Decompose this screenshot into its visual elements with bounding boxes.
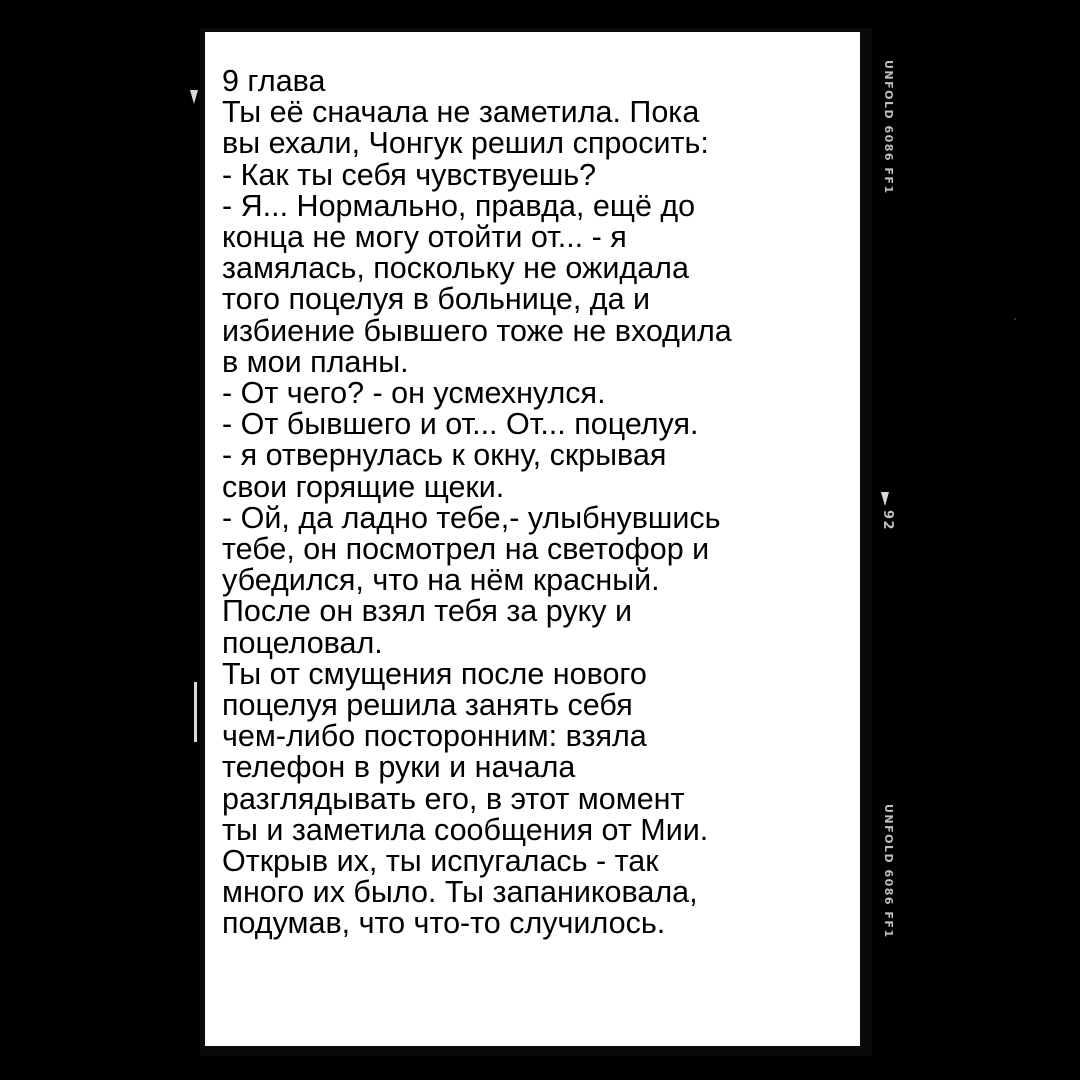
text-line: После он взял тебя за руку и <box>222 594 633 629</box>
text-line: 9 глава <box>222 64 326 98</box>
text-line: поцеловал. <box>222 625 383 660</box>
text-line: в мои планы. <box>222 344 409 379</box>
film-edge-label-bottom: UNFOLD 6086 FF1 <box>882 804 895 939</box>
text-line: - От бывшего и от... От... поцелуя. <box>222 407 699 442</box>
text-line: разглядывать его, в этот момент <box>222 781 685 816</box>
text-line: - Ой, да ладно тебе,- улыбнувшись <box>222 500 721 535</box>
text-line: телефон в руки и начала <box>222 750 576 785</box>
text-line: замялась, поскольку не ожидала <box>222 251 689 286</box>
text-line: много их было. Ты запаниковала, <box>222 875 698 910</box>
text-line: Открыв их, ты испугалась - так <box>222 844 659 879</box>
text-line: Ты от смущения после нового <box>222 656 647 691</box>
film-frame-number: 92 <box>880 510 895 532</box>
text-line: поцелуя решила занять себя <box>222 688 633 723</box>
frame-marker-arrow-icon <box>190 90 198 104</box>
text-line: тебе, он посмотрел на светофор и <box>222 532 710 567</box>
film-dust-speck <box>1014 318 1016 320</box>
text-line: избиение бывшего тоже не входила <box>222 313 732 348</box>
frame-marker-arrow-icon <box>881 492 889 506</box>
text-line: - Я... Нормально, правда, ещё до <box>222 188 696 223</box>
text-line: подумав, что что-то случилось. <box>222 906 666 941</box>
text-line: убедился, что на нём красный. <box>222 563 660 598</box>
text-line: - Как ты себя чувствуешь? <box>222 157 597 192</box>
text-line: - я отвернулась к окну, скрывая <box>222 438 667 473</box>
text-line: конца не могу отойти от... - я <box>222 220 627 255</box>
text-line: ты и заметила сообщения от Мии. <box>222 812 709 847</box>
film-edge-mark <box>194 682 197 742</box>
film-edge-label-top: UNFOLD 6086 FF1 <box>882 60 895 195</box>
story-text <box>222 66 852 940</box>
text-line: Ты её сначала не заметила. Пока <box>222 95 700 130</box>
text-line: того поцелуя в больнице, да и <box>222 282 651 317</box>
text-line: вы ехали, Чонгук решил спросить: <box>222 126 709 161</box>
text-line: чем-либо посторонним: взяла <box>222 719 647 754</box>
text-line: свои горящие щеки. <box>222 469 505 504</box>
text-line: - От чего? - он усмехнулся. <box>222 376 606 411</box>
